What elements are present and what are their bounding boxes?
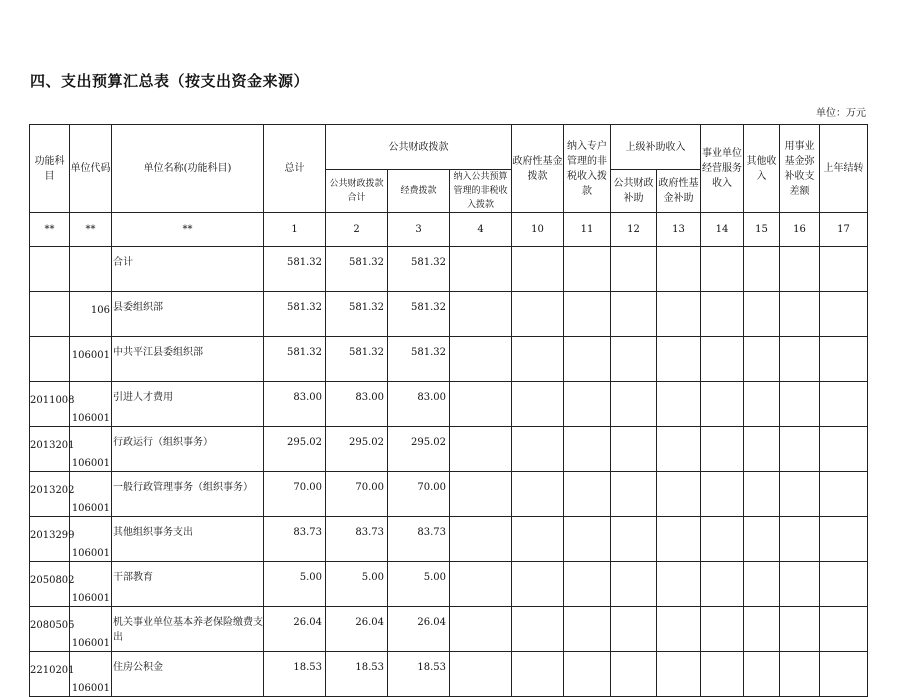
public-fiscal-total-cell: 83.73: [326, 517, 388, 562]
operating-funds-cell: 5.00: [388, 562, 450, 607]
unit-name-cell: 干部教育: [112, 562, 264, 607]
table-row: [30, 427, 868, 472]
header-superior-public: 公共财政补助: [611, 170, 657, 213]
operating-funds-cell: 26.04: [388, 607, 450, 652]
empty-cell: [450, 652, 512, 697]
empty-cell: [611, 337, 657, 382]
empty-cell: [780, 472, 820, 517]
unit-name-cell: 合计: [112, 247, 264, 292]
table-row: [30, 247, 868, 292]
unit-code-cell: [70, 247, 112, 292]
empty-cell: [780, 652, 820, 697]
unit-name-cell: 住房公积金: [112, 652, 264, 697]
col-number: 10: [512, 213, 564, 247]
empty-cell: [657, 472, 701, 517]
total-cell: 581.32: [264, 247, 326, 292]
unit-name-cell: 中共平江县委组织部: [112, 337, 264, 382]
empty-cell: [611, 382, 657, 427]
empty-cell: [744, 337, 780, 382]
header-non-tax-budget: 纳入公共预算管理的非税收入拨款: [450, 170, 512, 213]
empty-cell: [820, 607, 868, 652]
func-code-cell: [30, 247, 70, 292]
table-row: [30, 337, 868, 382]
col-number: 11: [564, 213, 611, 247]
empty-cell: [701, 247, 744, 292]
empty-cell: [744, 292, 780, 337]
empty-cell: [701, 292, 744, 337]
operating-funds-cell: 295.02: [388, 427, 450, 472]
empty-cell: [450, 337, 512, 382]
unit-name-cell: 引进人才费用: [112, 382, 264, 427]
empty-cell: [820, 652, 868, 697]
empty-cell: [657, 337, 701, 382]
func-code-cell: 2013299: [30, 517, 70, 562]
empty-cell: [744, 562, 780, 607]
table-row: [30, 562, 868, 607]
page-title: 四、支出预算汇总表（按支出资金来源）: [30, 72, 310, 90]
unit-name-cell: 其他组织事务支出: [112, 517, 264, 562]
operating-funds-cell: 83.73: [388, 517, 450, 562]
empty-cell: [611, 652, 657, 697]
unit-code-cell: 106001: [70, 382, 112, 427]
column-number-row: [30, 213, 868, 247]
empty-cell: [701, 382, 744, 427]
empty-cell: [820, 292, 868, 337]
total-cell: 581.32: [264, 337, 326, 382]
table-row: [30, 517, 868, 562]
col-number: 15: [744, 213, 780, 247]
unit-code-cell: 106001: [70, 427, 112, 472]
empty-cell: [744, 517, 780, 562]
empty-cell: [701, 652, 744, 697]
table-row: [30, 292, 868, 337]
header-total: 总计: [264, 125, 326, 213]
func-code-cell: [30, 337, 70, 382]
header-unit-code: 单位代码: [70, 125, 112, 213]
unit-code-cell: 106001: [70, 472, 112, 517]
col-number: **: [30, 213, 70, 247]
empty-cell: [744, 247, 780, 292]
empty-cell: [512, 337, 564, 382]
operating-funds-cell: 83.00: [388, 382, 450, 427]
public-fiscal-total-cell: 581.32: [326, 337, 388, 382]
empty-cell: [564, 337, 611, 382]
empty-cell: [657, 292, 701, 337]
empty-cell: [450, 382, 512, 427]
empty-cell: [611, 292, 657, 337]
empty-cell: [780, 427, 820, 472]
empty-cell: [744, 427, 780, 472]
empty-cell: [512, 382, 564, 427]
col-number: 14: [701, 213, 744, 247]
empty-cell: [657, 652, 701, 697]
empty-cell: [701, 472, 744, 517]
empty-cell: [564, 247, 611, 292]
header-public-fiscal: 公共财政拨款: [326, 125, 512, 170]
public-fiscal-total-cell: 295.02: [326, 427, 388, 472]
unit-name-cell: 县委组织部: [112, 292, 264, 337]
empty-cell: [512, 517, 564, 562]
empty-cell: [820, 382, 868, 427]
total-cell: 83.73: [264, 517, 326, 562]
func-code-cell: 2013202: [30, 472, 70, 517]
empty-cell: [512, 562, 564, 607]
table-row: [30, 472, 868, 517]
col-number: **: [70, 213, 112, 247]
empty-cell: [512, 247, 564, 292]
public-fiscal-total-cell: 70.00: [326, 472, 388, 517]
total-cell: 18.53: [264, 652, 326, 697]
unit-code-cell: 106001: [70, 607, 112, 652]
unit-name-cell: 机关事业单位基本养老保险缴费支出: [112, 607, 264, 652]
col-number: 17: [820, 213, 868, 247]
func-code-cell: 2013201: [30, 427, 70, 472]
unit-name-cell: 行政运行（组织事务）: [112, 427, 264, 472]
func-code-cell: 2050802: [30, 562, 70, 607]
empty-cell: [744, 382, 780, 427]
empty-cell: [820, 247, 868, 292]
empty-cell: [820, 472, 868, 517]
empty-cell: [780, 247, 820, 292]
header-other-income: 其他收入: [744, 125, 780, 213]
empty-cell: [701, 517, 744, 562]
empty-cell: [780, 517, 820, 562]
table-row: [30, 607, 868, 652]
empty-cell: [564, 427, 611, 472]
empty-cell: [450, 292, 512, 337]
empty-cell: [564, 562, 611, 607]
empty-cell: [701, 607, 744, 652]
unit-code-cell: 106001: [70, 562, 112, 607]
col-number: **: [112, 213, 264, 247]
unit-code-cell: 106001: [70, 652, 112, 697]
col-number: 1: [264, 213, 326, 247]
empty-cell: [450, 427, 512, 472]
empty-cell: [611, 562, 657, 607]
table-row: [30, 652, 868, 697]
operating-funds-cell: 18.53: [388, 652, 450, 697]
func-code-cell: 2080505: [30, 607, 70, 652]
empty-cell: [780, 337, 820, 382]
empty-cell: [657, 247, 701, 292]
empty-cell: [564, 517, 611, 562]
empty-cell: [780, 562, 820, 607]
empty-cell: [450, 472, 512, 517]
header-superior-subsidy: 上级补助收入: [611, 125, 701, 170]
unit-label: 单位：万元: [816, 108, 866, 119]
header-unit-name: 单位名称(功能科目): [112, 125, 264, 213]
table-row: [30, 382, 868, 427]
public-fiscal-total-cell: 581.32: [326, 247, 388, 292]
public-fiscal-total-cell: 5.00: [326, 562, 388, 607]
operating-funds-cell: 581.32: [388, 337, 450, 382]
empty-cell: [820, 427, 868, 472]
empty-cell: [512, 427, 564, 472]
header-public-fiscal-total: 公共财政拨款合计: [326, 170, 388, 213]
empty-cell: [820, 562, 868, 607]
func-code-cell: 2011008: [30, 382, 70, 427]
empty-cell: [611, 247, 657, 292]
public-fiscal-total-cell: 26.04: [326, 607, 388, 652]
header-func-code: 功能科目: [30, 125, 70, 213]
empty-cell: [611, 517, 657, 562]
total-cell: 70.00: [264, 472, 326, 517]
header-superior-gov-fund: 政府性基金补助: [657, 170, 701, 213]
empty-cell: [450, 562, 512, 607]
empty-cell: [657, 607, 701, 652]
empty-cell: [820, 337, 868, 382]
empty-cell: [450, 607, 512, 652]
empty-cell: [701, 562, 744, 607]
empty-cell: [564, 292, 611, 337]
empty-cell: [657, 382, 701, 427]
budget-table: [29, 124, 868, 697]
empty-cell: [564, 607, 611, 652]
empty-cell: [564, 382, 611, 427]
empty-cell: [450, 517, 512, 562]
unit-code-cell: 106001: [70, 517, 112, 562]
empty-cell: [744, 652, 780, 697]
empty-cell: [780, 607, 820, 652]
empty-cell: [512, 472, 564, 517]
empty-cell: [820, 517, 868, 562]
empty-cell: [564, 652, 611, 697]
empty-cell: [780, 382, 820, 427]
public-fiscal-total-cell: 581.32: [326, 292, 388, 337]
empty-cell: [611, 427, 657, 472]
public-fiscal-total-cell: 18.53: [326, 652, 388, 697]
operating-funds-cell: 581.32: [388, 292, 450, 337]
total-cell: 295.02: [264, 427, 326, 472]
empty-cell: [744, 607, 780, 652]
empty-cell: [701, 427, 744, 472]
empty-cell: [657, 562, 701, 607]
func-code-cell: [30, 292, 70, 337]
empty-cell: [611, 607, 657, 652]
empty-cell: [701, 337, 744, 382]
empty-cell: [564, 472, 611, 517]
header-gov-fund: 政府性基金拨款: [512, 125, 564, 213]
col-number: 13: [657, 213, 701, 247]
col-number: 16: [780, 213, 820, 247]
unit-name-cell: 一般行政管理事务（组织事务）: [112, 472, 264, 517]
header-last-year: 上年结转: [820, 125, 868, 213]
empty-cell: [744, 472, 780, 517]
total-cell: 581.32: [264, 292, 326, 337]
public-fiscal-total-cell: 83.00: [326, 382, 388, 427]
unit-code-cell: 106001: [70, 337, 112, 382]
func-code-cell: 2210201: [30, 652, 70, 697]
empty-cell: [657, 517, 701, 562]
header-business-income: 事业单位经营服务收入: [701, 125, 744, 213]
operating-funds-cell: 581.32: [388, 247, 450, 292]
unit-code-cell: 106: [70, 292, 112, 337]
empty-cell: [780, 292, 820, 337]
header-operating-funds: 经费拨款: [388, 170, 450, 213]
empty-cell: [512, 652, 564, 697]
operating-funds-cell: 70.00: [388, 472, 450, 517]
col-number: 2: [326, 213, 388, 247]
total-cell: 5.00: [264, 562, 326, 607]
header-fund-balance: 用事业基金弥补收支差额: [780, 125, 820, 213]
empty-cell: [611, 472, 657, 517]
total-cell: 83.00: [264, 382, 326, 427]
empty-cell: [657, 427, 701, 472]
empty-cell: [512, 607, 564, 652]
col-number: 12: [611, 213, 657, 247]
col-number: 3: [388, 213, 450, 247]
total-cell: 26.04: [264, 607, 326, 652]
col-number: 4: [450, 213, 512, 247]
empty-cell: [450, 247, 512, 292]
header-special-non-tax: 纳入专户管理的非税收入拨款: [564, 125, 611, 213]
empty-cell: [512, 292, 564, 337]
